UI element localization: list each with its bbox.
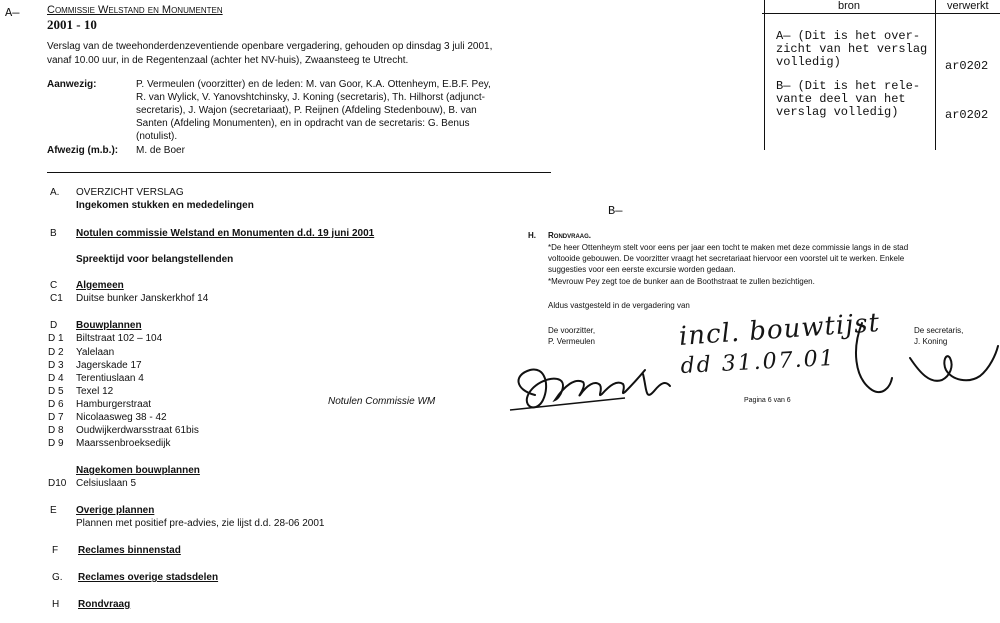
d-item-text: Biltstraat 102 – 104 [76, 333, 163, 344]
stamp-left-border [764, 0, 765, 150]
margin-marker-b: B— [608, 204, 623, 218]
item-h-title: Rondvraag [78, 599, 131, 610]
secretary-signature-icon [850, 318, 1000, 408]
stamp-note-b-3: verslag volledig) [776, 105, 899, 119]
stamp-note-a-3: volledig) [776, 55, 841, 69]
chair-signature-icon [505, 350, 685, 420]
stamp-col-source: bron [838, 0, 861, 12]
item-d-code: D [50, 320, 58, 331]
item-f-title: Reclames binnenstad [78, 545, 181, 556]
item-f-code: F [52, 545, 59, 556]
d-item-code: D 7 [48, 412, 64, 423]
d-item-text: Oudwijkerdwarsstraat 61bis [76, 425, 199, 436]
d-item-code: D 3 [48, 360, 64, 371]
d-item-text: Yalelaan [76, 347, 115, 358]
b-rondvraag-line-4: *Mevrouw Pey zegt toe de bunker aan de Boothstraat te zullen bezichtigen. [548, 277, 815, 286]
item-e-title: Overige plannen [76, 505, 155, 516]
header-rule [47, 172, 551, 173]
footer-title: Notulen Commissie WM [328, 396, 436, 407]
stamp-code-b: ar0202 [945, 108, 989, 122]
item-b-code: B [50, 228, 57, 239]
item-e-sub: Plannen met positief pre-advies, zie lijst d.d. 28-06 2001 [76, 518, 325, 529]
meeting-number: 2001 - 10 [47, 17, 97, 32]
item-a-title: OVERZICHT VERSLAG [76, 187, 184, 198]
b-rondvraag-line-2: voltooide gebouwen. De voorzitter vraagt het secretariaat hiervoor een voorstel uit te werken. Enkele [548, 254, 905, 263]
b-item-h-title: Rondvraag. [548, 231, 592, 240]
stamp-code-a: ar0202 [945, 59, 989, 73]
item-a-sub: Ingekomen stukken en mededelingen [76, 200, 254, 211]
item-d10-text: Celsiuslaan 5 [76, 478, 137, 489]
committee-title: Commissie Welstand en Monumenten [47, 4, 223, 16]
item-g-title: Reclames overige stadsdelen [78, 572, 219, 583]
secretary-name: J. Koning [914, 337, 948, 346]
item-e-code: E [50, 505, 57, 516]
b-adopted-line: Aldus vastgesteld in de vergadering van [548, 301, 690, 310]
present-line-5: (notulist). [136, 131, 178, 142]
chair-title: De voorzitter, [548, 326, 596, 335]
d-item-code: D 4 [48, 373, 64, 384]
item-b-title: Notulen commissie Welstand en Monumenten d.d. 19 juni 2001 [76, 228, 375, 239]
stamp-col-processed: verwerkt [947, 0, 989, 12]
stamp-divider [935, 0, 936, 150]
d-item-text: Maarssenbroeksedijk [76, 438, 171, 449]
d-item-code: D 8 [48, 425, 64, 436]
d-item-code: D 1 [48, 333, 64, 344]
chair-name: P. Vermeulen [548, 337, 595, 346]
stamp-note-b-1: B— (Dit is het rele- [776, 79, 921, 93]
item-h-code: H [52, 599, 60, 610]
intro-line-2: vanaf 10.00 uur, in de Regentenzaal (achter het NV-huis), Zwaansteeg te Utrecht. [47, 55, 409, 66]
item-c-code: C [50, 280, 58, 291]
item-c-title: Algemeen [76, 280, 124, 291]
stamp-note-a-1: A— (Dit is het over- [776, 29, 921, 43]
d-item-text: Jagerskade 17 [76, 360, 142, 371]
stamp-note-a-2: zicht van het verslag [776, 42, 928, 56]
stamp-note-b-2: vante deel van het [776, 92, 906, 106]
late-plans-title: Nagekomen bouwplannen [76, 465, 200, 476]
b-rondvraag-line-3: suggesties voor een eerste excursie worden gedaan. [548, 265, 736, 274]
item-b-sub: Spreektijd voor belangstellenden [76, 254, 234, 265]
d-item-code: D 9 [48, 438, 64, 449]
d-item-code: D 5 [48, 386, 64, 397]
d-item-text: Hamburgerstraat [76, 399, 152, 410]
item-d-title: Bouwplannen [76, 320, 142, 331]
handwritten-note-2: dd 31.07.01 [680, 345, 837, 379]
d-item-text: Nicolaasweg 38 - 42 [76, 412, 167, 423]
page-number: Pagina 6 van 6 [744, 397, 791, 404]
present-line-4: Santen (Afdeling Monumenten), en in opdracht van de secretaris: G. Benus [136, 118, 470, 129]
stamp-rule [762, 13, 1000, 14]
absent-names: M. de Boer [136, 145, 185, 156]
present-line-3: secretaris), J. Wajon (secretariaat), P. Reijnen (Afdeling Stedenbouw), B. van [136, 105, 477, 116]
item-d10-code: D10 [48, 478, 67, 489]
secretary-title: De secretaris, [914, 326, 964, 335]
intro-line-1: Verslag van de tweehonderdenzeventiende openbare vergadering, gehouden op dinsdag 3 juli 2001, [47, 41, 493, 52]
b-item-h-code: H. [528, 231, 536, 240]
handwritten-note-1: incl. bouwtijst [678, 307, 881, 352]
d-item-code: D 2 [48, 347, 64, 358]
b-rondvraag-line-1: *De heer Ottenheym stelt voor eens per jaar een tocht te maken met deze commissie langs in de stad [548, 243, 909, 252]
item-g-code: G. [52, 572, 63, 583]
absent-label: Afwezig (m.b.): [47, 145, 119, 156]
item-c1-text: Duitse bunker Janskerkhof 14 [76, 293, 209, 304]
present-line-1: P. Vermeulen (voorzitter) en de leden: M. van Goor, K.A. Ottenheym, E.B.F. Pey, [136, 79, 491, 90]
d-item-code: D 6 [48, 399, 64, 410]
margin-marker-a: A— [5, 6, 20, 20]
d-item-text: Texel 12 [76, 386, 114, 397]
present-label: Aanwezig: [47, 79, 97, 90]
present-line-2: R. van Wylick, V. Yanovshtchinsky, J. Koning (secretaris), Th. Hilhorst (adjunct- [136, 92, 485, 103]
d-item-text: Terentiuslaan 4 [76, 373, 144, 384]
item-a-code: A. [50, 187, 60, 198]
item-c1-code: C1 [50, 293, 63, 304]
